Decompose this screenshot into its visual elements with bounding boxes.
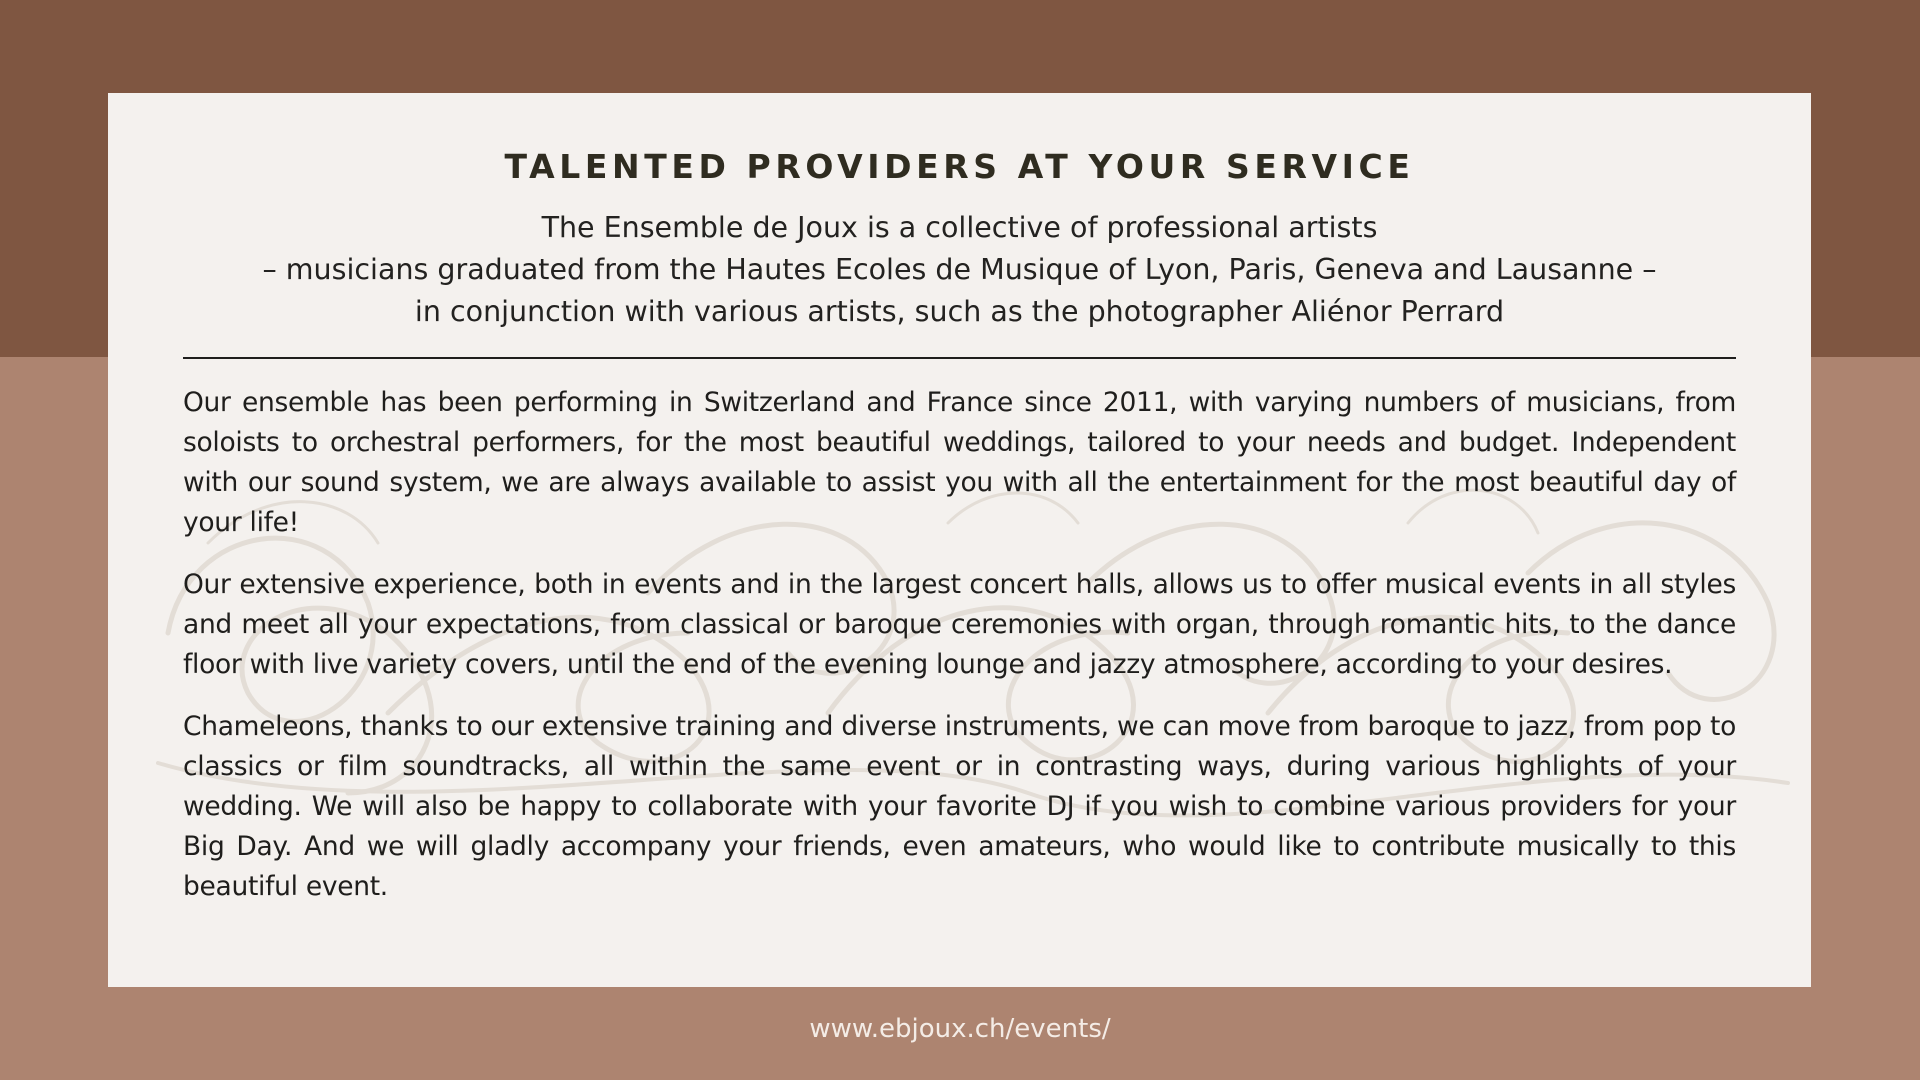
page-title: TALENTED PROVIDERS AT YOUR SERVICE bbox=[504, 147, 1415, 186]
footer-website-url: www.ebjoux.ch/events/ bbox=[809, 1014, 1111, 1044]
intro-line: in conjunction with various artists, such as the photographer Aliénor Perrard bbox=[414, 295, 1505, 328]
intro-line: – musicians graduated from the Hautes Ecoles de Musique of Lyon, Paris, Geneva and Lausanne – bbox=[262, 253, 1657, 286]
intro-block bbox=[183, 207, 1736, 333]
body-paragraph-ensemble: Our ensemble has been performing in Switzerland and France since 2011, with varying numbers of musicians, from soloists to orchestral performers, for the most beautiful weddings, tailored to your needs and budget. Independent with our sound system, we are always available to assist you with all the entertainment for the most beautiful day of your life! bbox=[183, 387, 1736, 538]
section-divider bbox=[183, 357, 1736, 359]
body-paragraph-experience: Our extensive experience, both in events and in the largest concert halls, allows us to offer musical events in all styles and meet all your expectations, from classical or baroque ceremonies with organ, through romantic hits, to the dance floor with live variety covers, until the end of the evening lounge and jazzy atmosphere, according to your desires. bbox=[183, 569, 1736, 680]
body-paragraph-chameleons: Chameleons, thanks to our extensive training and diverse instruments, we can move from baroque to jazz, from pop to classics or film soundtracks, all within the same event or in contrasting ways, during various highlights of your wedding. We will also be happy to collaborate with your favorite DJ if you wish to combine various providers for your Big Day. And we will gladly accompany your friends, even amateurs, who would like to contribute musically to this beautiful event. bbox=[183, 711, 1736, 902]
content-card bbox=[108, 93, 1811, 987]
intro-line: The Ensemble de Joux is a collective of professional artists bbox=[541, 211, 1378, 244]
